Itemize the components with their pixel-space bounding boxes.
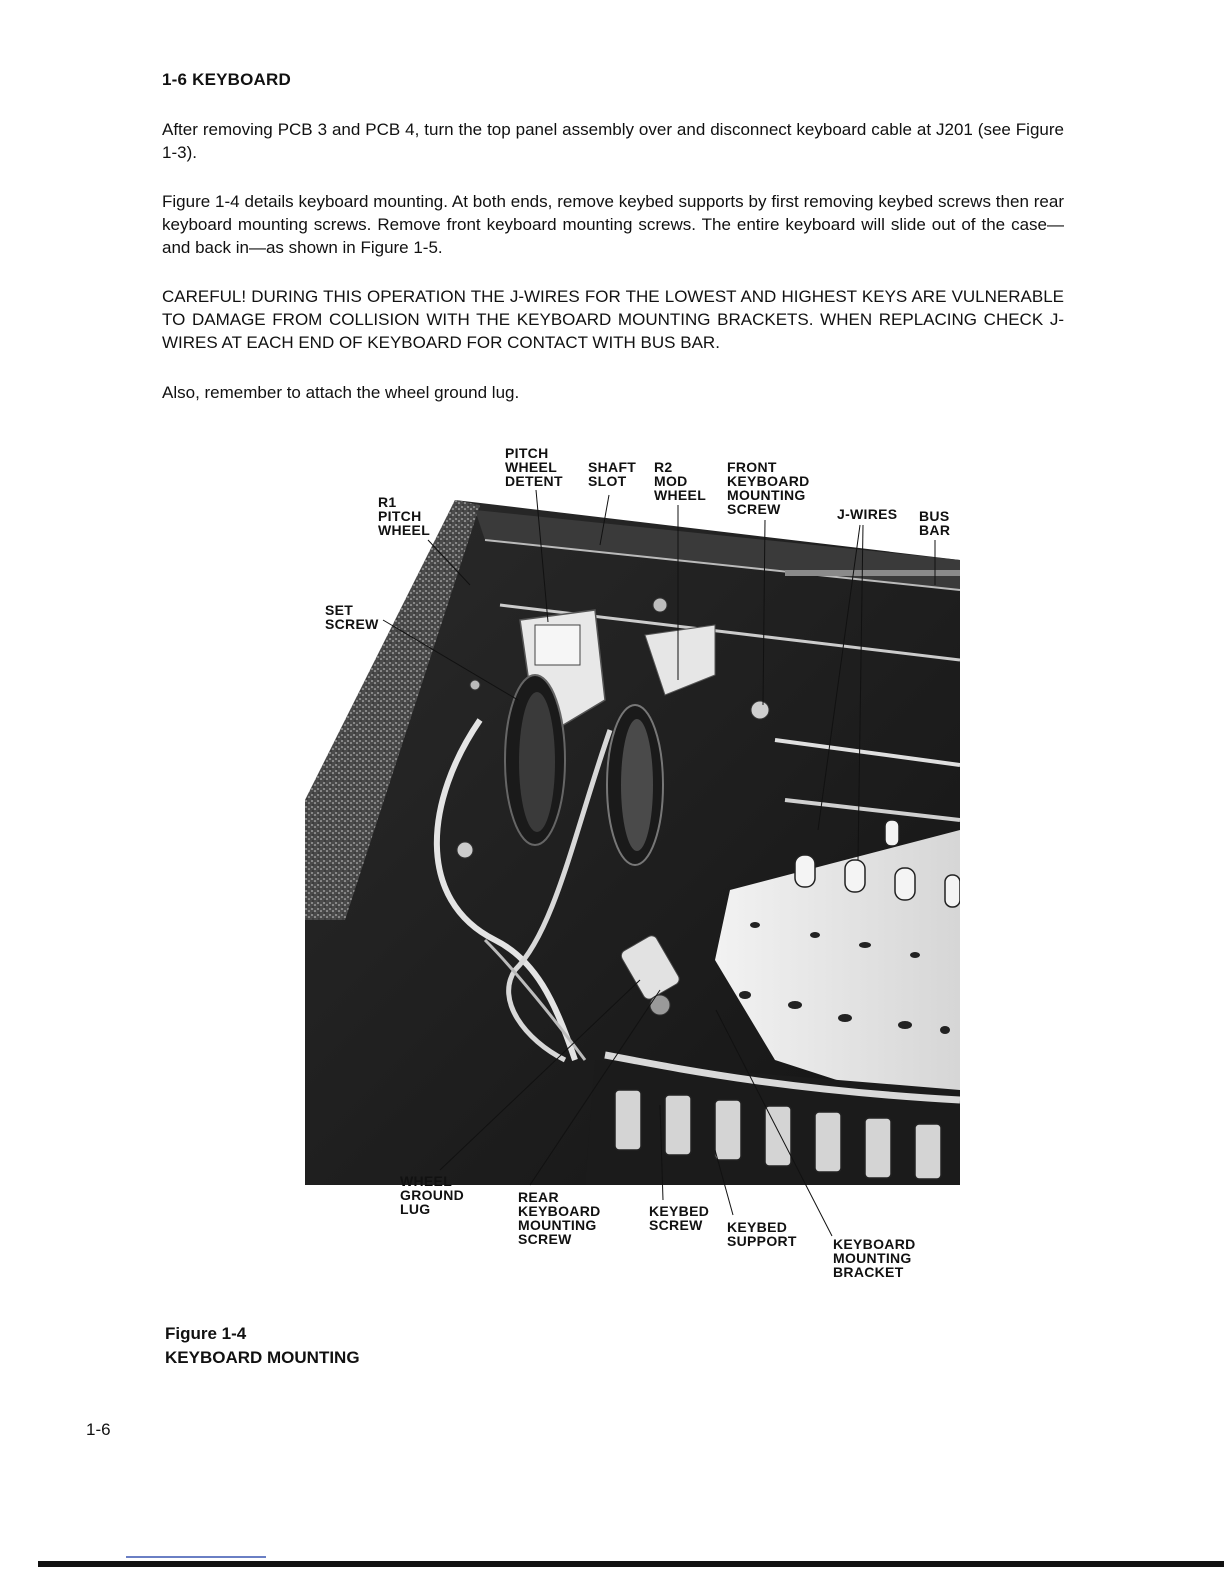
label-wheel-ground-lug: WHEEL GROUND LUG: [400, 1173, 465, 1217]
label-pitch-wheel-detent: PITCH WHEEL DETENT: [505, 445, 563, 489]
scan-artifact-line: [126, 1556, 266, 1558]
paragraph-ground-lug: Also, remember to attach the wheel ground lug.: [162, 383, 520, 402]
paragraph-keyboard-mounting: Figure 1-4 details keyboard mounting. At both ends, remove keybed supports by first removing keybed screws then rear keyboard mounting screws. Remove front keyboard mounting screws. The entire keyboard will slide out of the case—and back in—as shown in Figure 1-5.: [162, 192, 1064, 257]
label-front-keyboard-mounting-screw: FRONT KEYBOARD MOUNTING SCREW: [727, 459, 810, 517]
label-keyboard-mounting-bracket: KEYBOARD MOUNTING BRACKET: [833, 1236, 916, 1280]
label-bus-bar: BUS BAR: [919, 508, 951, 538]
page-number: 1-6: [86, 1420, 111, 1439]
label-r1-pitch-wheel: R1 PITCH WHEEL: [378, 494, 431, 538]
label-shaft-slot: SHAFT SLOT: [588, 459, 637, 489]
paragraph-cable-disconnect: After removing PCB 3 and PCB 4, turn the top panel assembly over and disconnect keyboard cable at J201 (see Figure 1-3).: [162, 120, 1064, 162]
label-rear-keyboard-mounting-screw: REAR KEYBOARD MOUNTING SCREW: [518, 1189, 601, 1247]
figure-title: KEYBOARD MOUNTING: [165, 1348, 360, 1367]
bottom-rule: [38, 1561, 1224, 1567]
label-r2-mod-wheel: R2 MOD WHEEL: [654, 459, 707, 503]
section-heading: 1-6 KEYBOARD: [162, 70, 291, 89]
figure-number: Figure 1-4: [165, 1324, 247, 1343]
label-set-screw: SET SCREW: [325, 602, 379, 632]
label-j-wires: J-WIRES: [837, 506, 898, 522]
label-keybed-screw: KEYBED SCREW: [649, 1203, 710, 1233]
label-keybed-support: KEYBED SUPPORT: [727, 1219, 797, 1249]
figure-caption: [165, 1322, 360, 1370]
paragraph-caution: CAREFUL! DURING THIS OPERATION THE J-WIRES FOR THE LOWEST AND HIGHEST KEYS ARE VULNERABLE TO DAMAGE FROM COLLISION WITH THE KEYBOARD MOUNTING BRACKETS. WHEN REPLACING CHECK J-WIRES AT EACH END OF KEYBOARD FOR CONTACT WITH BUS BAR.: [162, 287, 1064, 352]
keyboard-mounting-photo: [305, 500, 960, 1185]
